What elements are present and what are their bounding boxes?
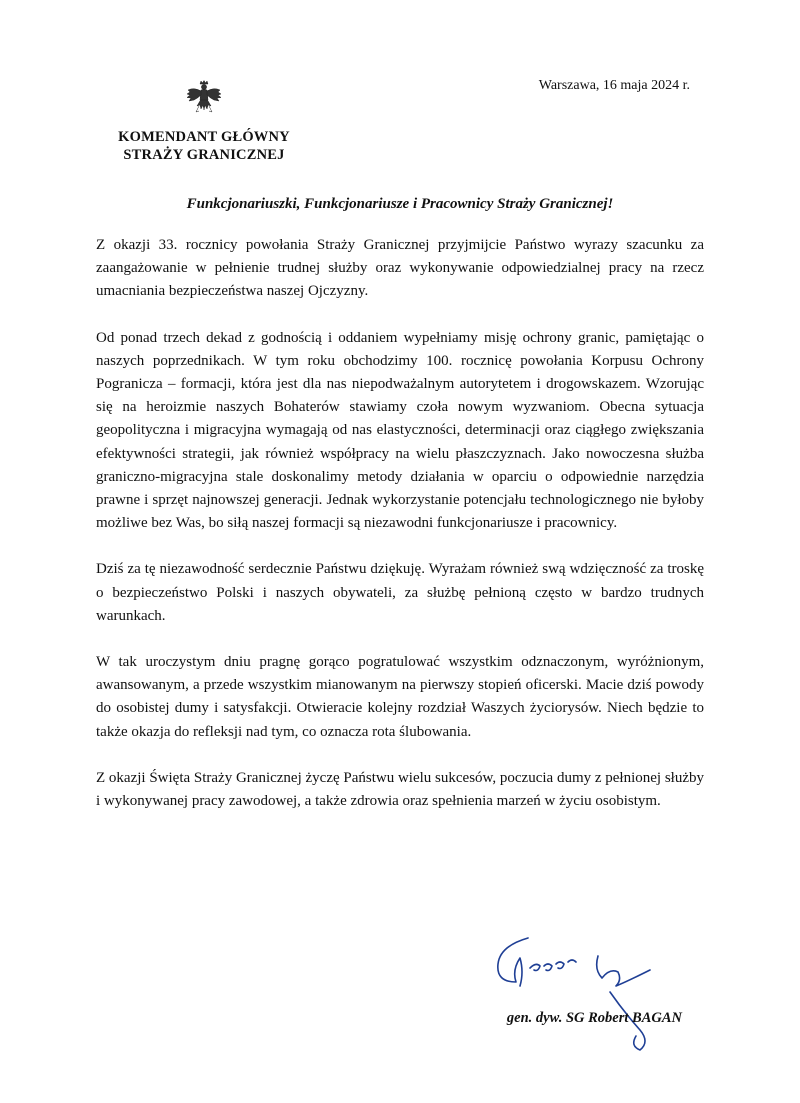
paragraph: Dziś za tę niezawodność serdecznie Państwu dziękuję. Wyrażam również swą wdzięczność za troskę o bezpieczeństwo Polski i naszych obywateli, za służbę pełnioną często w bardzo trudnych warunkach. xyxy=(96,561,704,624)
issuer-line: KOMENDANT GŁÓWNY xyxy=(118,129,290,145)
salutation: Funkcjonariuszki, Funkcjonariusze i Pracownicy Straży Granicznej! xyxy=(186,196,614,212)
polish-eagle-emblem-icon xyxy=(184,78,224,118)
paragraph: Z okazji Święta Straży Granicznej życzę Państwu wielu sukcesów, poczucia dumy z pełnionej służby i wykonywanej pracy zawodowej, a także zdrowia oraz spełnienia marzeń w życiu osobistym. xyxy=(96,769,704,810)
letter-date: Warszawa, 16 maja 2024 r. xyxy=(538,78,690,93)
letter-body xyxy=(96,234,704,836)
issuer-line: STRAŻY GRANICZNEJ xyxy=(123,147,285,163)
paragraph: W tak uroczystym dniu pragnę gorąco pogratulować wszystkim odznaczonym, wyróżnionym, awansowanym, a przede wszystkim mianowanym na pierwszy stopień oficerski. Macie dziś powody do osobistej dumy i satysfakcji. Otwieracie kolejny rozdział Waszych życiorysów. Niech będzie to także okazja do refleksji nad tym, co oznacza rota ślubowania. xyxy=(96,654,704,740)
signer-name: gen. dyw. SG Robert BAGAN xyxy=(506,1010,682,1026)
paragraph: Z okazji 33. rocznicy powołania Straży Granicznej przyjmijcie Państwo wyrazy szacunku za zaangażowanie w pełnienie trudnej służby oraz wykonywanie odpowiedzialnej pracy na rzecz umacniania bezpieczeństwa naszej Ojczyzny. xyxy=(96,237,704,300)
paragraph: Od ponad trzech dekad z godnością i oddaniem wypełniamy misję ochrony granic, pamiętając o naszych poprzednikach. W tym roku obchodzimy 100. rocznicę powołania Korpusu Ochrony Pogranicza – formacji, która jest dla nas niepodważalnym autorytetem i drogowskazem. Wzorując się na heroizmie naszych Bohaterów stawiamy czoła nowym wyzwaniom. Obecna sytuacja geopolityczna i migracyjna wymagają od nas elastyczności, determinacji oraz ciągłego zwiększania efektywności strategii, jak również współpracy na wielu płaszczyznach. Jako nowoczesna służba graniczno-migracyjna stale doskonalimy metody działania w oparciu o odpowiednie narzędzia prawne i sprzęt najnowszej generacji. Jednak wykorzystanie potencjału technologicznego nie byłoby możliwe bez Was, bo siłą naszej formacji są niezawodni funkcjonariusze i pracownicy. xyxy=(96,329,704,532)
issuer-title xyxy=(96,128,312,164)
handwritten-signature-icon xyxy=(490,920,670,1060)
